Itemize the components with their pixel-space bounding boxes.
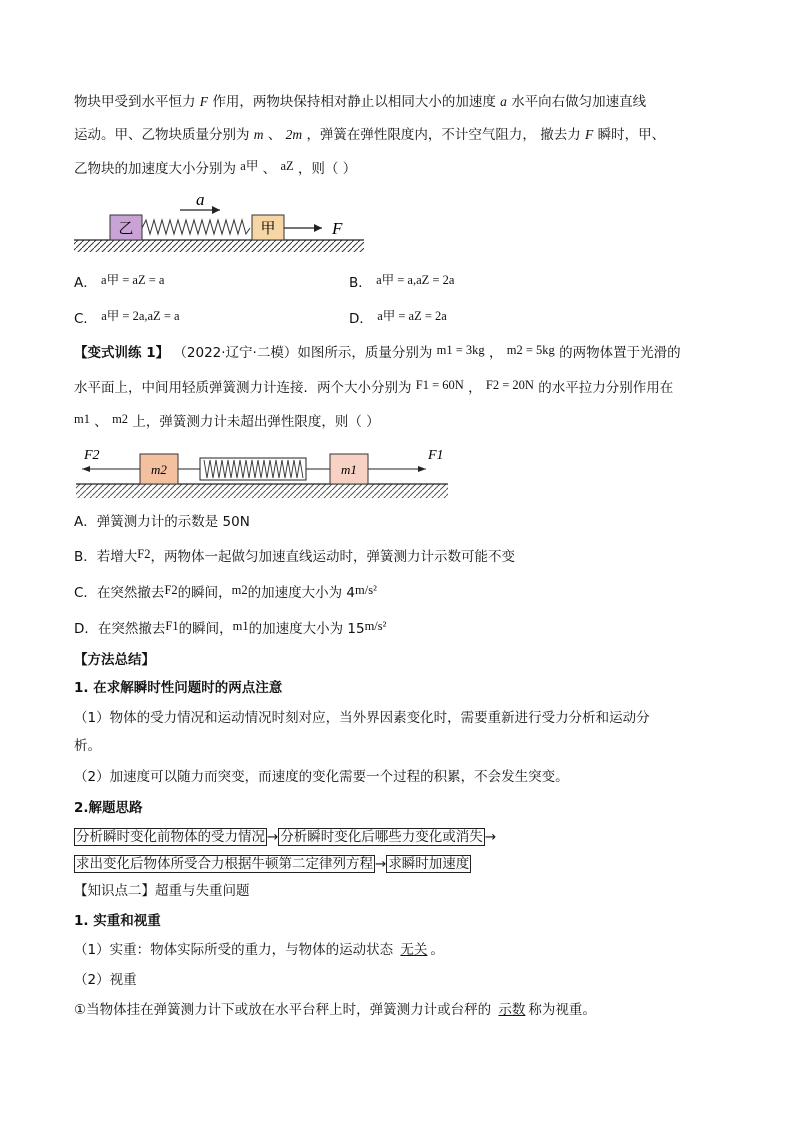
text: ， bbox=[468, 380, 482, 396]
variant-option-C bbox=[74, 583, 377, 603]
question-line-3 bbox=[74, 159, 356, 179]
option-text: 的瞬间， bbox=[177, 585, 232, 601]
flow-step-3: 求出变化后物体所受合力根据牛顿第二定律列方程 bbox=[76, 856, 373, 872]
method-point-2: （2）加速度可以随力而突变，而速度的变化需要一个过程的积累，不会发生突变。 bbox=[74, 769, 569, 785]
block-yi-label: 乙 bbox=[118, 219, 134, 237]
var-m2: m2 bbox=[112, 412, 129, 426]
flow-step-1: 分析瞬时变化前物体的受力情况 bbox=[76, 829, 265, 845]
option-label: C． bbox=[74, 311, 97, 327]
text: ，则（ ） bbox=[297, 161, 357, 177]
spring bbox=[142, 220, 250, 234]
force-arrow-F1-head bbox=[418, 466, 426, 472]
option-label: D． bbox=[74, 621, 98, 637]
option-label: A． bbox=[74, 275, 97, 291]
text: 水平向右做匀加速直线 bbox=[511, 94, 647, 110]
label-m2: m2 bbox=[151, 462, 167, 477]
unit: m/s² bbox=[364, 619, 387, 633]
question-line-2 bbox=[74, 125, 665, 145]
fill-blank-answer: 示数 bbox=[498, 1002, 526, 1018]
var-m1: m1 bbox=[74, 412, 90, 426]
figure-spring-blocks bbox=[70, 188, 370, 260]
knowledge-heading-1: 1. 实重和视重 bbox=[74, 913, 161, 929]
var-2m: 2m bbox=[285, 127, 303, 142]
variant-option-B bbox=[74, 547, 515, 567]
flow-step-2: 分析瞬时变化后哪些力变化或消失 bbox=[280, 829, 483, 845]
text: 水平面上，中间用轻质弹簧测力计连接．两个大小分别为 bbox=[74, 380, 412, 396]
var-m1: m1 = 3kg bbox=[436, 343, 485, 357]
label-m1: m1 bbox=[341, 462, 357, 477]
figure-spring-scale bbox=[74, 442, 454, 502]
text: 上，弹簧测力计未超出弹性限度，则（ ） bbox=[132, 414, 380, 430]
method-heading-1: 1. 在求解瞬时性问题时的两点注意 bbox=[74, 680, 283, 696]
knowledge-title: 【知识点二】超重与失重问题 bbox=[74, 883, 250, 899]
flow-arrow-icon: → bbox=[375, 856, 387, 872]
option-label: D． bbox=[349, 311, 373, 327]
accel-label-a: a bbox=[196, 190, 205, 209]
text: 的两物体置于光滑的 bbox=[559, 345, 681, 361]
force-arrow-F2-head bbox=[82, 466, 90, 472]
option-expr: a甲 = aZ = a bbox=[101, 273, 165, 287]
text: 称为视重。 bbox=[528, 1002, 596, 1018]
ground-hatch bbox=[76, 484, 448, 498]
flow-row-2 bbox=[74, 854, 471, 874]
var-m: m bbox=[253, 127, 264, 142]
var-F2: F2 bbox=[164, 583, 178, 597]
text: 作用，两物块保持相对静止以相同大小的加速度 bbox=[212, 94, 496, 110]
flow-step-4: 求瞬时加速度 bbox=[388, 856, 470, 872]
option-text: 的瞬间， bbox=[178, 621, 233, 637]
text: 。 bbox=[430, 942, 444, 958]
option-expr: a甲 = 2a,aZ = a bbox=[101, 309, 180, 323]
force-label-F: F bbox=[332, 219, 343, 238]
unit: m/s² bbox=[355, 583, 377, 597]
text: 运动。甲、乙物块质量分别为 bbox=[74, 127, 250, 143]
text: 、 bbox=[267, 127, 282, 143]
option-text: 在突然撤去 bbox=[96, 585, 165, 601]
option-text: 弹簧测力计的示数是 50N bbox=[96, 514, 250, 530]
variant-line-3 bbox=[74, 412, 380, 432]
text: 、 bbox=[262, 161, 277, 177]
option-D bbox=[349, 309, 447, 329]
var-m1: m1 bbox=[232, 619, 249, 633]
text: ①当物体挂在弹簧测力计下或放在水平台秤上时，弹簧测力计或台秤的 bbox=[74, 1002, 496, 1018]
option-text: 的加速度大小为 4 bbox=[247, 585, 356, 601]
var-F1: F1 bbox=[165, 619, 179, 633]
var-m2: m2 = 5kg bbox=[506, 343, 555, 357]
flow-row-1 bbox=[74, 827, 496, 847]
variant-option-A bbox=[74, 512, 250, 532]
option-expr: a甲 = aZ = 2a bbox=[377, 309, 447, 323]
option-label: A． bbox=[74, 514, 97, 530]
var-a2: aZ bbox=[280, 159, 294, 173]
label-F2: F2 bbox=[84, 448, 100, 463]
option-text: ，两物体一起做匀加速直线运动时，弹簧测力计示数可能不变 bbox=[150, 549, 515, 565]
method-heading-2: 2.解题思路 bbox=[74, 800, 143, 816]
label-F1: F1 bbox=[428, 448, 444, 463]
var-F2: F2 = 20N bbox=[485, 378, 534, 392]
option-text: 若增大 bbox=[96, 549, 138, 565]
option-expr: a甲 = a,aZ = 2a bbox=[376, 273, 455, 287]
block-jia-label: 甲 bbox=[260, 219, 276, 237]
flow-arrow-icon: → bbox=[484, 829, 497, 845]
option-label: B． bbox=[74, 549, 97, 565]
method-point-1a: （1）物体的受力情况和运动情况时刻对应，当外界因素变化时，需要重新进行受力分析和运动分 bbox=[74, 710, 650, 726]
option-text: 在突然撤去 bbox=[97, 621, 166, 637]
force-arrow-head bbox=[314, 224, 322, 232]
question-line-1 bbox=[74, 92, 646, 112]
method-title: 【方法总结】 bbox=[74, 652, 155, 668]
text: ， bbox=[488, 345, 503, 361]
option-C bbox=[74, 309, 180, 329]
text: 瞬时，甲、 bbox=[597, 127, 666, 143]
flow-arrow-icon: → bbox=[267, 829, 279, 845]
fill-blank-answer: 无关 bbox=[400, 942, 428, 958]
text: 的水平拉力分别作用在 bbox=[538, 380, 674, 396]
knowledge-real-weight bbox=[74, 940, 444, 960]
option-A bbox=[74, 273, 164, 293]
knowledge-apparent-weight: （2）视重 bbox=[74, 972, 137, 988]
text: 乙物块的加速度大小分别为 bbox=[74, 161, 236, 177]
accel-arrow-head bbox=[212, 206, 220, 214]
variant-tag: 【变式训练 1】 bbox=[74, 345, 170, 361]
var-F: F bbox=[585, 127, 594, 142]
method-point-1b: 析。 bbox=[74, 738, 101, 754]
var-a: a bbox=[500, 94, 507, 109]
ground-hatch bbox=[74, 240, 364, 252]
variant-line-1 bbox=[74, 343, 681, 363]
var-F2: F2 bbox=[137, 547, 151, 561]
option-text: 的加速度大小为 15 bbox=[248, 621, 365, 637]
text: 、 bbox=[94, 414, 108, 430]
variant-line-2 bbox=[74, 378, 673, 398]
option-label: B． bbox=[349, 275, 372, 291]
var-a1: a甲 bbox=[240, 159, 259, 173]
var-m2: m2 bbox=[231, 583, 248, 597]
text: （1）实重：物体实际所受的重力，与物体的运动状态 bbox=[74, 942, 398, 958]
var-F1: F1 = 60N bbox=[415, 378, 464, 392]
text: 物块甲受到水平恒力 bbox=[74, 94, 196, 110]
option-B bbox=[349, 273, 454, 293]
variant-option-D bbox=[74, 619, 386, 639]
text: （2022·辽宁·二模）如图所示，质量分别为 bbox=[173, 345, 433, 361]
option-label: C． bbox=[74, 585, 97, 601]
text: ，弹簧在弹性限度内，不计空气阻力， 撤去力 bbox=[306, 127, 581, 143]
var-F: F bbox=[199, 94, 209, 109]
knowledge-apparent-def bbox=[74, 1000, 596, 1020]
